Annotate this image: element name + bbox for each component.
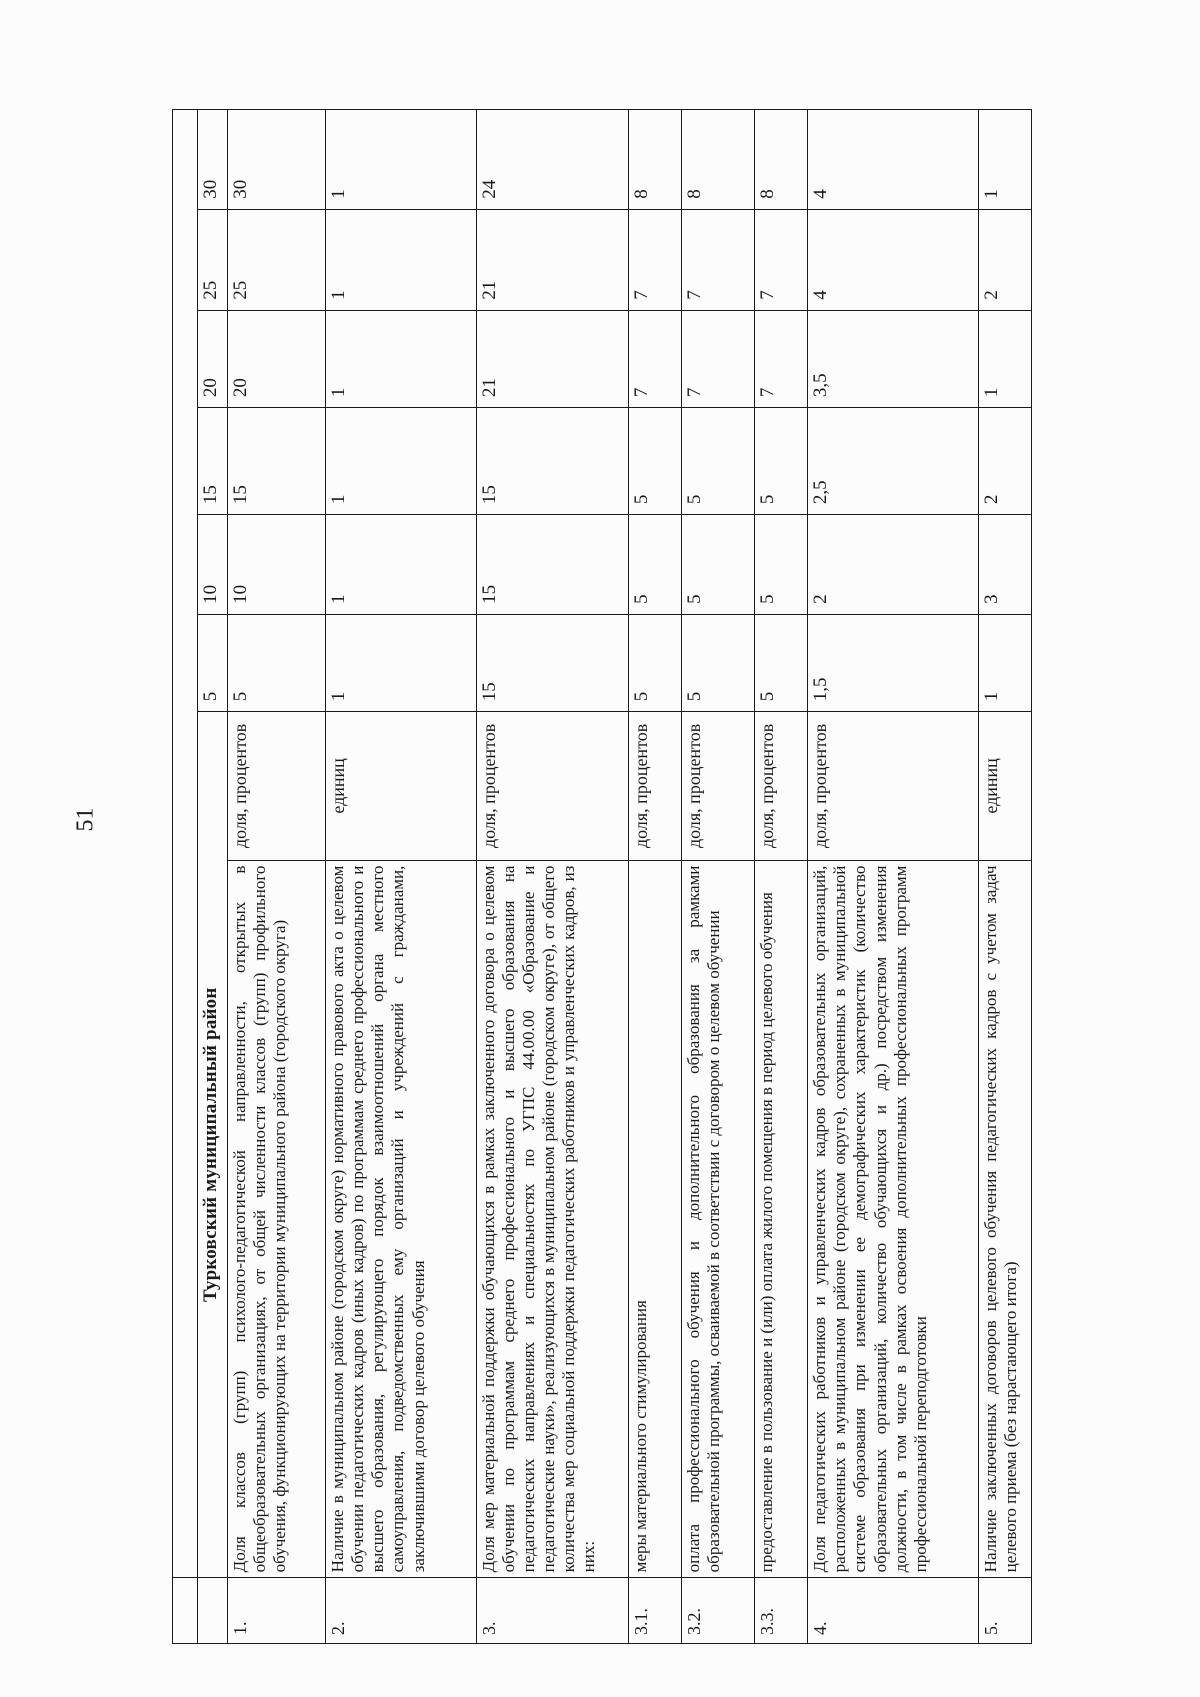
year-header: 30 (198, 110, 228, 210)
row-unit: доля, процентов (808, 712, 978, 860)
row-unit: доля, процентов (629, 712, 682, 860)
year-header: 10 (198, 515, 228, 615)
row-value: 2,5 (808, 408, 978, 515)
row-unit: единиц (978, 712, 1031, 860)
row-value: 10 (228, 515, 326, 615)
row-number: 3.3. (755, 1578, 808, 1644)
row-value: 1 (326, 310, 476, 407)
table-row (228, 110, 326, 1644)
row-value: 15 (476, 515, 628, 615)
row-number: 3.1. (629, 1578, 682, 1644)
row-value: 2 (808, 515, 978, 615)
row-unit: доля, процентов (682, 712, 755, 860)
row-unit: единиц (326, 712, 476, 860)
row-value: 1 (326, 515, 476, 615)
indicators-table (172, 109, 1032, 1644)
row-value: 5 (682, 515, 755, 615)
row-value: 5 (682, 408, 755, 515)
year-header: 15 (198, 408, 228, 515)
row-value: 1 (978, 614, 1031, 711)
year-header: 20 (198, 310, 228, 407)
row-value: 21 (476, 209, 628, 310)
row-value: 24 (476, 110, 628, 210)
row-number: 5. (978, 1578, 1031, 1644)
row-value: 7 (629, 310, 682, 407)
row-description: меры материального стимулирования (629, 860, 682, 1578)
region-title: Турковский муниципальный район (198, 712, 228, 1578)
row-value: 21 (476, 310, 628, 407)
row-value: 1 (326, 408, 476, 515)
title-row (198, 110, 228, 1644)
table-row (629, 110, 682, 1644)
rotated-table-area (172, 109, 1032, 1644)
year-header: 5 (198, 614, 228, 711)
table-row (682, 110, 755, 1644)
row-value: 20 (228, 310, 326, 407)
table-row (476, 110, 628, 1644)
row-value: 7 (755, 310, 808, 407)
row-value: 1,5 (808, 614, 978, 711)
row-value: 8 (629, 110, 682, 210)
row-value: 15 (228, 408, 326, 515)
row-value: 5 (755, 614, 808, 711)
row-unit: доля, процентов (755, 712, 808, 860)
row-value: 4 (808, 209, 978, 310)
top-empty-cell (173, 110, 198, 1578)
row-value: 5 (755, 408, 808, 515)
row-value: 7 (755, 209, 808, 310)
row-value: 4 (808, 110, 978, 210)
row-description: Доля мер материальной поддержки обучающихся в рамках заключенного договора о целевом обучении по программам среднего профессионального и высшего образования на педагогических направлениях и специальностях по УГПС 44.00.00 «Образование и педагогические науки», реализующихся в муниципальном районе (городском округе), от общего количества мер социальной поддержки педагогических работников и управленческих кадров, из них: (476, 860, 628, 1578)
row-value: 30 (228, 110, 326, 210)
row-value: 7 (629, 209, 682, 310)
row-number: 3. (476, 1578, 628, 1644)
row-description: Наличие в муниципальном районе (городском округе) нормативного правового акта о целевом обучении педагогических кадров (иных кадров) по программам среднего профессионального и высшего образования, регулирующего порядок взаимоотношений органа местного самоуправления, подведомственных ему организаций и учреждений с гражданами, заключившими договор целевого обучения (326, 860, 476, 1578)
row-value: 1 (326, 209, 476, 310)
table-row (978, 110, 1031, 1644)
row-unit: доля, процентов (228, 712, 326, 860)
row-value: 7 (682, 310, 755, 407)
row-value: 2 (978, 209, 1031, 310)
table-row (326, 110, 476, 1644)
row-value: 1 (978, 110, 1031, 210)
row-description: Доля педагогических работников и управленческих кадров образовательных организаций, расположенных в муниципальном районе (городском округе), сохраненных в муниципальной системе образования при изменении ее демографических характеристик (количество образовательных организаций, количество обучающихся и др.) посредством изменения должности, в том числе в рамках освоения дополнительных профессиональных программ профессиональной переподготовки (808, 860, 978, 1578)
row-unit: доля, процентов (476, 712, 628, 860)
row-description: предоставление в пользование и (или) оплата жилого помещения в период целевого обучения (755, 860, 808, 1578)
row-number: 3.2. (682, 1578, 755, 1644)
row-value: 8 (682, 110, 755, 210)
top-left-empty-cell (173, 1578, 198, 1644)
row-value: 1 (326, 614, 476, 711)
row-value: 5 (228, 614, 326, 711)
row-value: 5 (629, 408, 682, 515)
row-value: 5 (682, 614, 755, 711)
row-description: Наличие заключенных договоров целевого обучения педагогических кадров с учетом задач целевого приема (без нарастающего итога) (978, 860, 1031, 1578)
row-description: Доля классов (групп) психолого-педагогической направленности, открытых в общеобразовательных организациях, от общей численности классов (групп) профильного обучения, функционирующих на территории муниципального района (городского округа) (228, 860, 326, 1578)
row-number: 1. (228, 1578, 326, 1644)
table-top-row (173, 110, 198, 1644)
row-number: 2. (326, 1578, 476, 1644)
row-value: 2 (978, 408, 1031, 515)
row-value: 3,5 (808, 310, 978, 407)
table-container (172, 109, 1032, 1644)
row-value: 5 (629, 614, 682, 711)
row-value: 15 (476, 614, 628, 711)
row-value: 1 (326, 110, 476, 210)
row-value: 5 (755, 515, 808, 615)
row-value: 25 (228, 209, 326, 310)
title-left-empty-cell (198, 1578, 228, 1644)
page-number: 51 (72, 807, 99, 832)
year-header: 25 (198, 209, 228, 310)
table-row (755, 110, 808, 1644)
row-value: 5 (629, 515, 682, 615)
row-value: 1 (978, 310, 1031, 407)
row-description: оплата профессионального обучения и дополнительного образования за рамками образовательной программы, осваиваемой в соответствии с договором о целевом обучении (682, 860, 755, 1578)
row-value: 7 (682, 209, 755, 310)
table-row (808, 110, 978, 1644)
row-number: 4. (808, 1578, 978, 1644)
row-value: 8 (755, 110, 808, 210)
row-value: 3 (978, 515, 1031, 615)
row-value: 15 (476, 408, 628, 515)
